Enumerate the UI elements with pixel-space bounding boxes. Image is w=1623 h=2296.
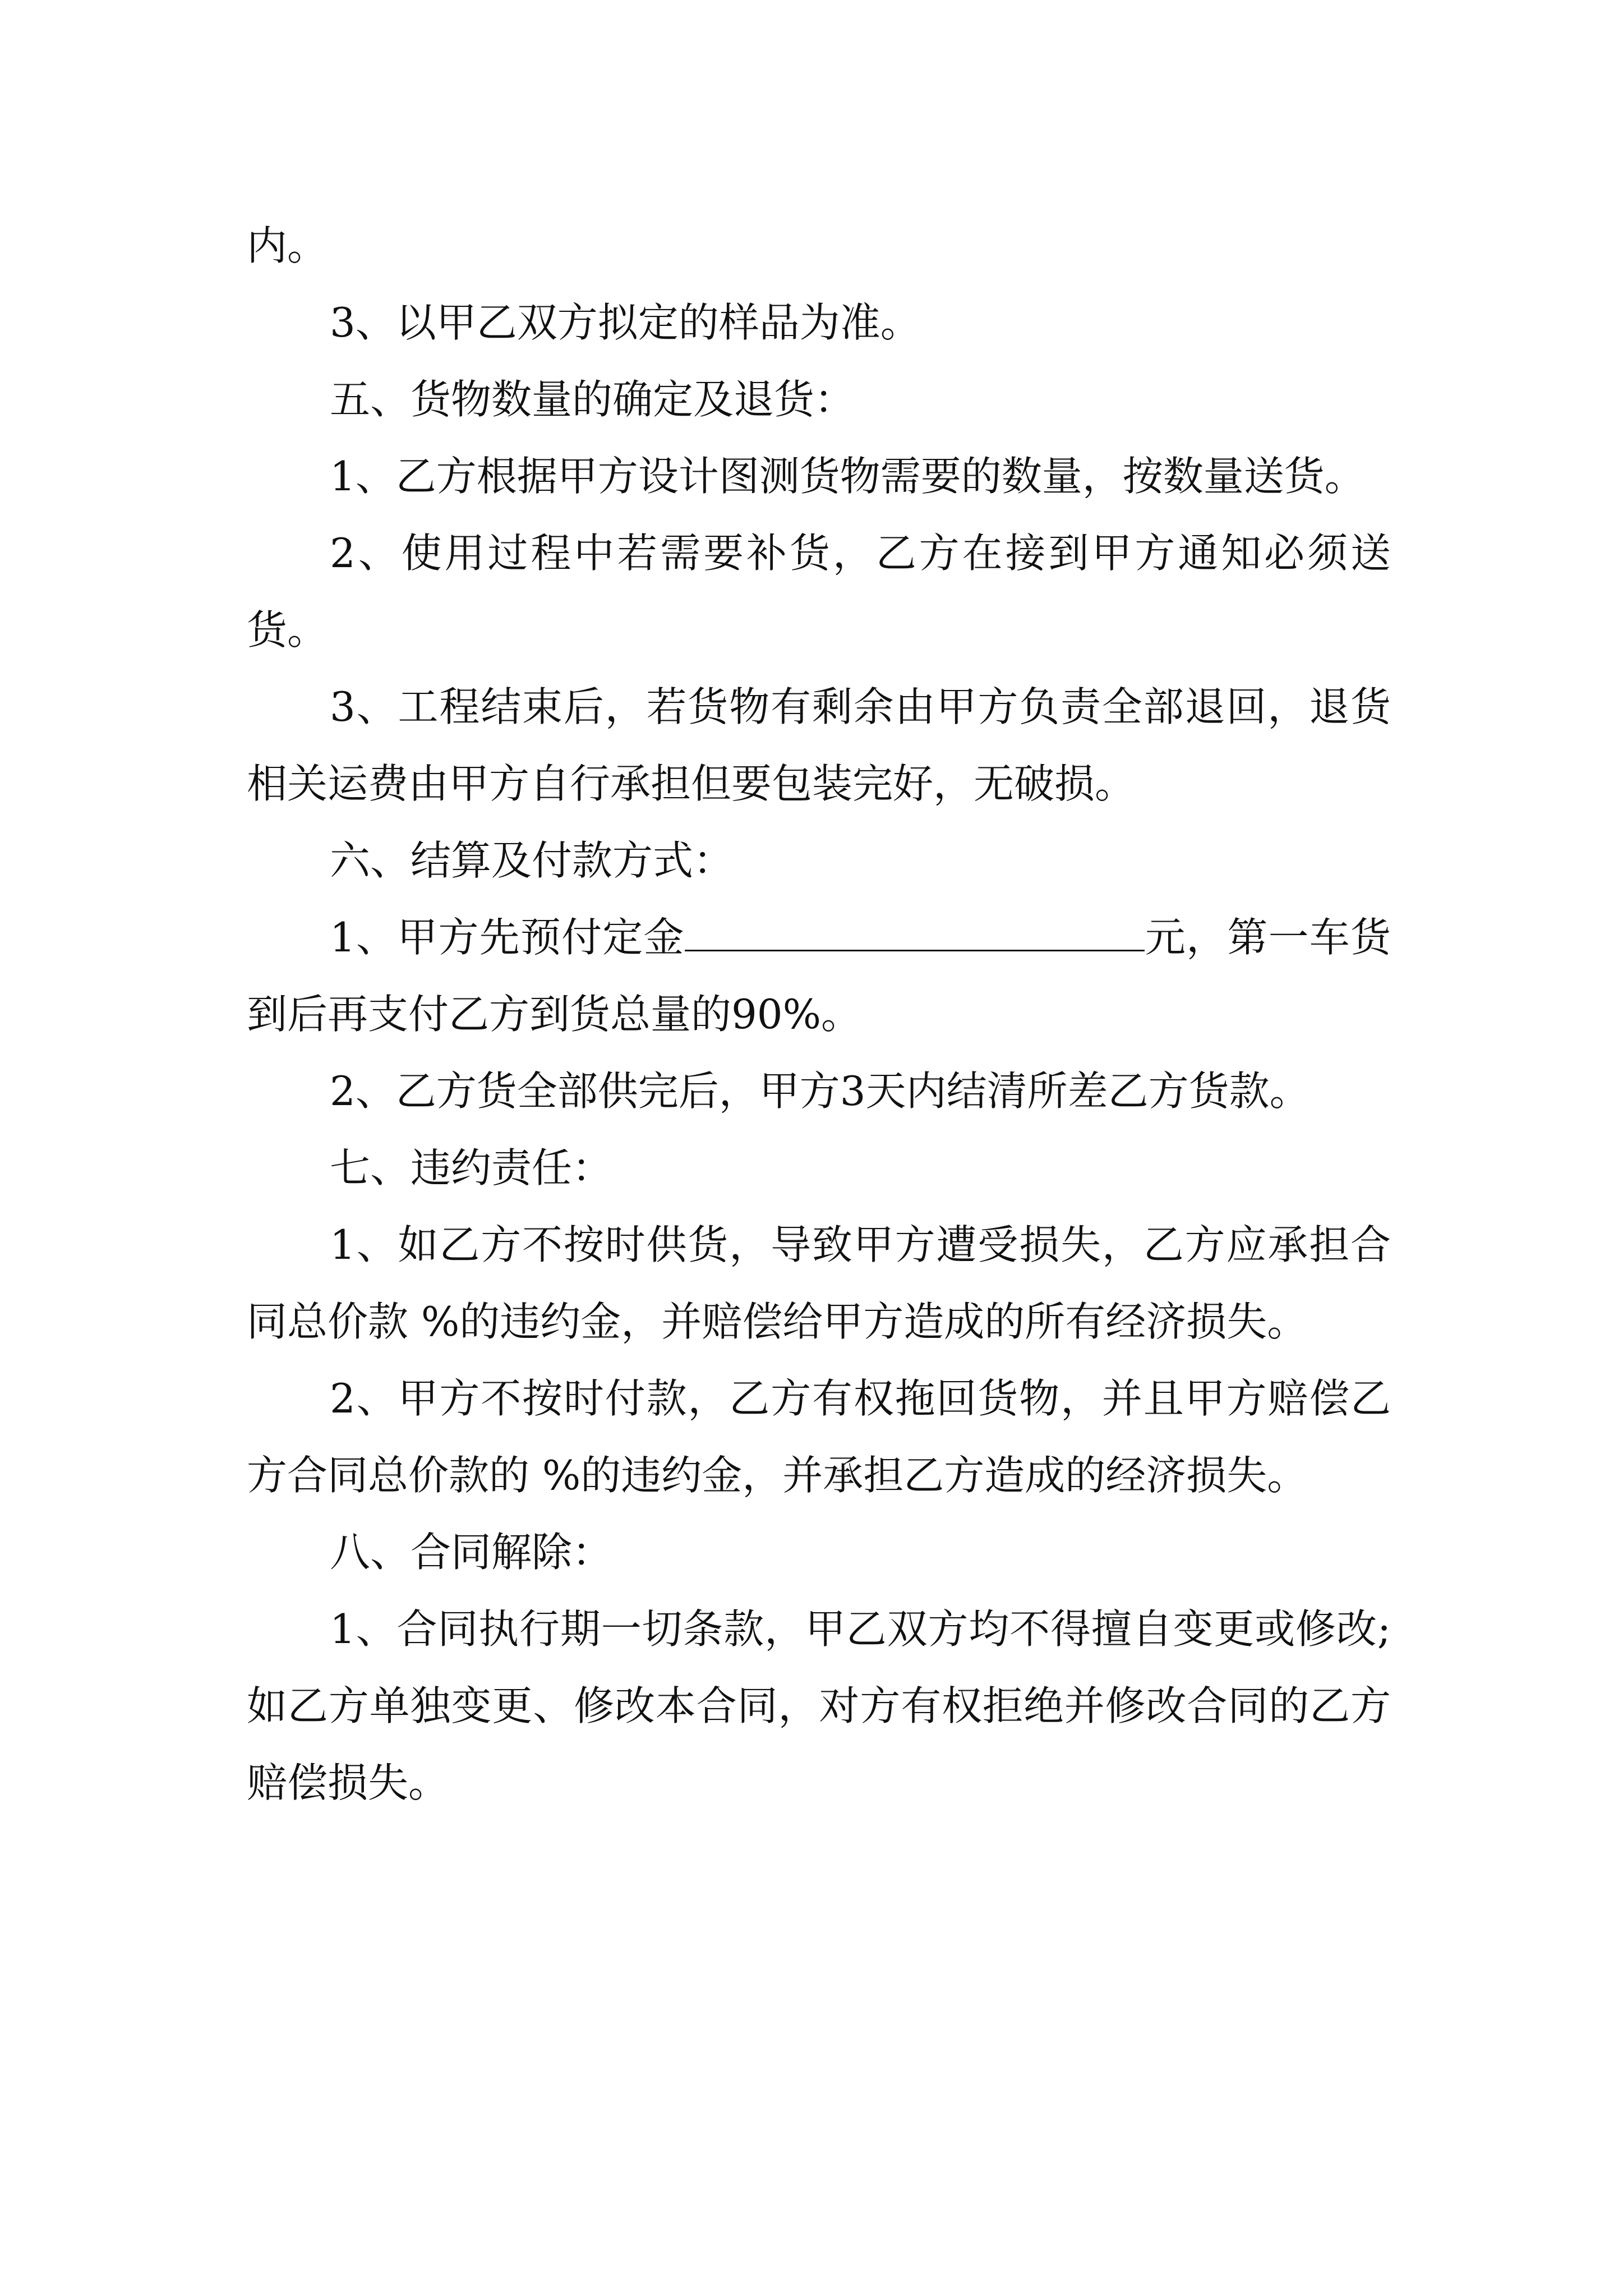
- section-heading-5: 五、货物数量的确定及退货：: [330, 376, 855, 423]
- paragraph-1: 内。: [247, 222, 328, 269]
- document-body: [247, 208, 1391, 1821]
- paragraph-12: 2、甲方不按时付款，乙方有权拖回货物，并且甲方赔偿乙方合同总价款的 %的违约金，并承担乙方造成的经济损失。: [247, 1375, 1391, 1499]
- paragraph-4: 1、乙方根据甲方设计图测货物需要的数量，按数量送货。: [330, 453, 1365, 500]
- paragraph-11: 1、如乙方不按时供货，导致甲方遭受损失，乙方应承担合同总价款 %的违约金，并赔偿给甲方造成的所有经济损失。: [247, 1221, 1391, 1345]
- paragraph-14: 1、合同执行期一切条款，甲乙双方均不得擅自变更或修改;如乙方单独变更、修改本合同，对方有权拒绝并修改合同的乙方赔偿损失。: [247, 1605, 1391, 1806]
- paragraph-8: [247, 899, 1391, 1053]
- deposit-text-before: 1、甲方先预付定金: [330, 914, 685, 961]
- section-heading-6: 六、结算及付款方式：: [330, 837, 734, 884]
- paragraph-6: 3、工程结束后，若货物有剩余由甲方负责全部退回，退货相关运费由甲方自行承担但要包装完好，无破损。: [247, 683, 1391, 807]
- paragraph-5: 2、使用过程中若需要补货，乙方在接到甲方通知必须送货。: [247, 530, 1391, 654]
- paragraph-9: 2、乙方货全部供完后，甲方3天内结清所差乙方货款。: [330, 1068, 1310, 1115]
- section-heading-7: 七、违约责任：: [330, 1144, 613, 1191]
- paragraph-2: 3、以甲乙双方拟定的样品为准。: [330, 299, 921, 346]
- deposit-text-after: 元，第一车货到后再支付乙方到货总量的90%。: [247, 914, 1391, 1038]
- section-heading-8: 八、合同解除：: [330, 1529, 613, 1576]
- deposit-blank-line: [685, 916, 1145, 951]
